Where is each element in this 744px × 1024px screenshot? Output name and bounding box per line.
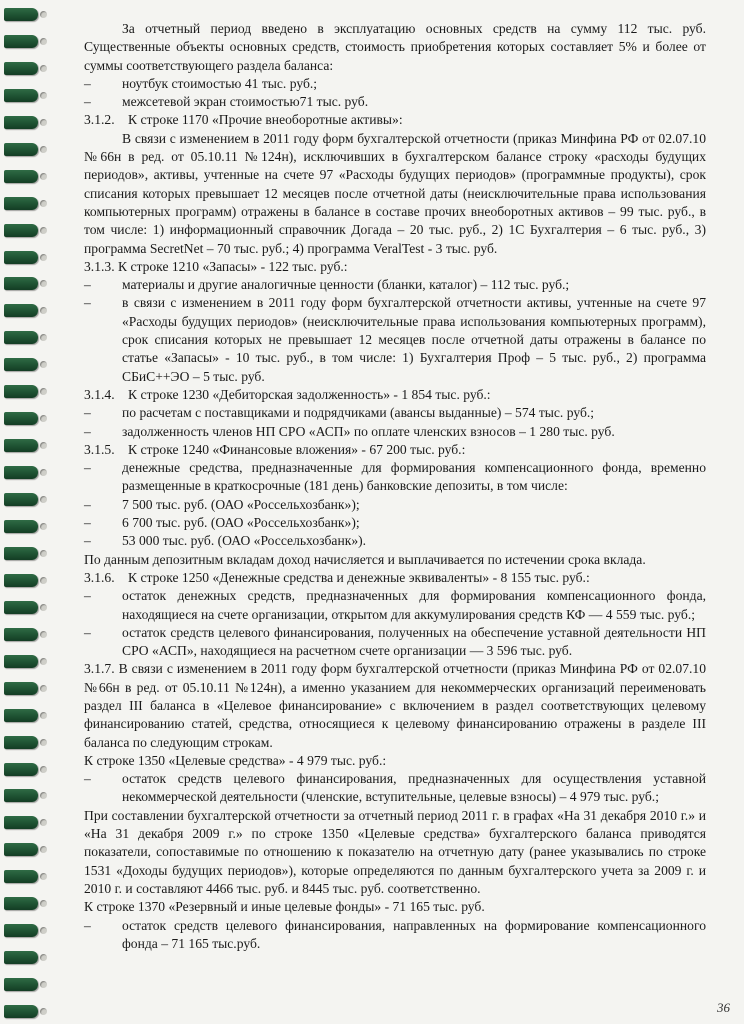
document-page xyxy=(84,20,706,953)
binding-ring xyxy=(4,358,38,371)
binding-ring xyxy=(4,520,38,533)
binding-ring xyxy=(4,304,38,317)
binding-ring xyxy=(4,116,38,129)
dash-item: – материалы и другие аналогичные ценности (бланки, каталог) – 112 тыс. руб.; xyxy=(84,277,570,293)
plain-line: К строке 1350 «Целевые средства» - 4 979 тыс. руб.: xyxy=(84,752,387,768)
binding-hole xyxy=(40,792,47,799)
binding-ring xyxy=(4,897,38,910)
binding-hole xyxy=(40,146,47,153)
binding-ring xyxy=(4,547,38,560)
binding-hole xyxy=(40,469,47,476)
binding-hole xyxy=(40,846,47,853)
binding-hole xyxy=(40,11,47,18)
binding-hole xyxy=(40,685,47,692)
binding-ring xyxy=(4,331,38,344)
dash-item: – 53 000 тыс. руб. (ОАО «Россельхозбанк»). xyxy=(84,533,367,549)
binding-hole xyxy=(40,900,47,907)
dash-item: – 6 700 тыс. руб. (ОАО «Россельхозбанк»); xyxy=(84,515,360,531)
spiral-binding xyxy=(0,0,52,1024)
plain-line: 3.1.7. В связи с изменением в 2011 году форм бухгалтерской отчетности (приказ Минфина РФ от 02.07.10 №66н в ред. от 05.10.11 №124н), а именно указанием для некоммерческих организаций переименовать раздел III баланса в «Целевое финансирование» с включением в раздел соответствующих целевому финансированию статей, средства, относящиеся к целевому финансированию отражены в разделе III баланса по следующим строкам. xyxy=(84,661,706,750)
binding-ring xyxy=(4,574,38,587)
binding-hole xyxy=(40,173,47,180)
binding-hole xyxy=(40,65,47,72)
binding-hole xyxy=(40,415,47,422)
para-4: В связи с изменением в 2011 году форм бухгалтерской отчетности (приказ Минфина РФ от 02.07.10 №66н в ред. от 05.10.11 №124н), исключивших в бухгалтерском балансе строку «расходы будущих периодов», активы, учтенные на счете 97 «Расходы будущих периодов» (программные продукты), срок списания которых превышает 12 месяцев после отчетной даты (неисключительные права использования компьютерных программ) отражены в балансе в составе прочих внеоборотных активов – 99 тыс. руб., в том числе: 1) информационный справочник Догада – 20 тыс. руб., 2) 1С Бухгалтерия – 6 тыс. руб., 3) программа SecretNet – 70 тыс. руб.; 4) программа VeralTest - 3 тыс. руб. xyxy=(84,130,706,256)
binding-hole xyxy=(40,1008,47,1015)
binding-ring xyxy=(4,682,38,695)
binding-hole xyxy=(40,280,47,287)
binding-ring xyxy=(4,1005,38,1018)
binding-hole xyxy=(40,766,47,773)
binding-ring xyxy=(4,8,38,21)
binding-hole xyxy=(40,334,47,341)
binding-hole xyxy=(40,92,47,99)
page-number: 36 xyxy=(717,1000,730,1015)
section-heading: 3.1.4. К строке 1230 «Дебиторская задолженность» - 1 854 тыс. руб.: xyxy=(84,386,491,402)
binding-ring xyxy=(4,870,38,883)
dash-item: – в связи с изменением в 2011 году форм бухгалтерской отчетности активы, учтенные на счете 97 «Расходы будущих периодов» (неисключительные права использования компьютерных программ), срок списания которых не превышает 12 месяцев после отчетной даты отражены в балансе по статье «Запасы» - 10 тыс. руб., в том числе: 1) Бухгалтерия Проф – 5 тыс. руб., 2) программа СБиС++ЭО – 5 тыс. руб. xyxy=(84,295,706,384)
binding-hole xyxy=(40,38,47,45)
binding-hole xyxy=(40,227,47,234)
binding-hole xyxy=(40,954,47,961)
binding-ring xyxy=(4,763,38,776)
binding-ring xyxy=(4,277,38,290)
dash-item: – задолженность членов НП СРО «АСП» по оплате членских взносов – 1 280 тыс. руб. xyxy=(84,423,615,439)
binding-ring xyxy=(4,736,38,749)
dash-item: – межсетевой экран стоимостью71 тыс. руб. xyxy=(84,94,369,110)
binding-ring xyxy=(4,412,38,425)
binding-hole xyxy=(40,577,47,584)
binding-hole xyxy=(40,873,47,880)
section-heading: 3.1.6. К строке 1250 «Денежные средства и денежные эквиваленты» - 8 155 тыс. руб.: xyxy=(84,569,590,585)
binding-hole xyxy=(40,523,47,530)
dash-item: – денежные средства, предназначенные для формирования компенсационного фонда, временно размещенные в краткосрочные (181 день) банковские депозиты, в том числе: xyxy=(84,460,706,494)
binding-ring xyxy=(4,709,38,722)
binding-hole xyxy=(40,361,47,368)
binding-hole xyxy=(40,388,47,395)
binding-hole xyxy=(40,658,47,665)
binding-hole xyxy=(40,739,47,746)
dash-item: – 7 500 тыс. руб. (ОАО «Россельхозбанк»); xyxy=(84,496,360,512)
dash-item: – остаток средств целевого финансирования, полученных на обеспечение уставной деятельности НП СРО «АСП», находящиеся на расчетном счете организации — 3 596 тыс. руб. xyxy=(84,624,706,659)
binding-ring xyxy=(4,35,38,48)
binding-hole xyxy=(40,712,47,719)
binding-hole xyxy=(40,442,47,449)
binding-ring xyxy=(4,439,38,452)
binding-hole xyxy=(40,927,47,934)
binding-ring xyxy=(4,978,38,991)
binding-ring xyxy=(4,251,38,264)
plain-line: К строке 1370 «Резервный и иные целевые фонды» - 71 165 тыс. руб. xyxy=(84,899,485,915)
binding-hole xyxy=(40,550,47,557)
binding-ring xyxy=(4,62,38,75)
binding-hole xyxy=(40,981,47,988)
dash-item: – остаток денежных средств, предназначенных для формирования компенсационного фонда, находящиеся на счете организации, открытом для аккумулирования средств КФ — 4 559 тыс. руб.; xyxy=(84,588,706,622)
binding-ring xyxy=(4,170,38,183)
binding-ring xyxy=(4,816,38,829)
binding-hole xyxy=(40,631,47,638)
binding-ring xyxy=(4,628,38,641)
binding-ring xyxy=(4,924,38,937)
binding-ring xyxy=(4,224,38,237)
section-heading-plain: 3.1.3. К строке 1210 «Запасы» - 122 тыс. руб.: xyxy=(84,258,348,274)
binding-ring xyxy=(4,601,38,614)
dash-item: – по расчетам с поставщиками и подрядчиками (авансы выданные) – 574 тыс. руб.; xyxy=(84,405,595,421)
binding-ring xyxy=(4,951,38,964)
binding-ring xyxy=(4,493,38,506)
binding-ring xyxy=(4,197,38,210)
binding-ring xyxy=(4,385,38,398)
para-0: За отчетный период введено в эксплуатацию основных средств на сумму 112 тыс. руб. Существенные объекты основных средств, стоимость приобретения которых составляет 5% и более от суммы соответствующего раздела баланса: xyxy=(84,21,706,73)
section-heading: 3.1.2. К строке 1170 «Прочие внеоборотные активы»: xyxy=(84,112,403,128)
binding-hole xyxy=(40,200,47,207)
binding-ring xyxy=(4,89,38,102)
binding-ring xyxy=(4,143,38,156)
binding-hole xyxy=(40,254,47,261)
dash-item: – остаток средств целевого финансирования, направленных на формирование компенсационного фонда – 71 165 тыс.руб. xyxy=(84,917,706,951)
binding-hole xyxy=(40,307,47,314)
plain-line: При составлении бухгалтерской отчетности за отчетный период 2011 г. в графах «На 31 декабря 2010 г.» и «На 31 декабря 2009 г.» по строке 1350 «Целевые средства» бухгалтерского баланса приводятся показатели, сопоставимые по отношению к показателю на отчетную дату (ранее указывались по строке 1531 «Доходы будущих периодов»), которые определяются по данным бухгалтерского учета за 2009 г. и 2010 г. и составляют 4466 тыс. руб. и 8445 тыс. руб. соответственно. xyxy=(84,807,706,896)
binding-hole xyxy=(40,604,47,611)
dash-item: – ноутбук стоимостью 41 тыс. руб.; xyxy=(84,75,318,91)
dash-item: – остаток средств целевого финансирования, предназначенных для осуществления уставной некоммерческой деятельности (членские, вступительные, целевые взносы) – 4 979 тыс. руб.; xyxy=(84,771,706,805)
binding-hole xyxy=(40,119,47,126)
binding-hole xyxy=(40,496,47,503)
binding-ring xyxy=(4,466,38,479)
binding-ring xyxy=(4,789,38,802)
binding-ring xyxy=(4,655,38,668)
plain-line: По данным депозитным вкладам доход начисляется и выплачивается по истечении срока вклада. xyxy=(84,551,646,567)
binding-hole xyxy=(40,819,47,826)
binding-ring xyxy=(4,843,38,856)
section-heading: 3.1.5. К строке 1240 «Финансовые вложения» - 67 200 тыс. руб.: xyxy=(84,441,466,457)
